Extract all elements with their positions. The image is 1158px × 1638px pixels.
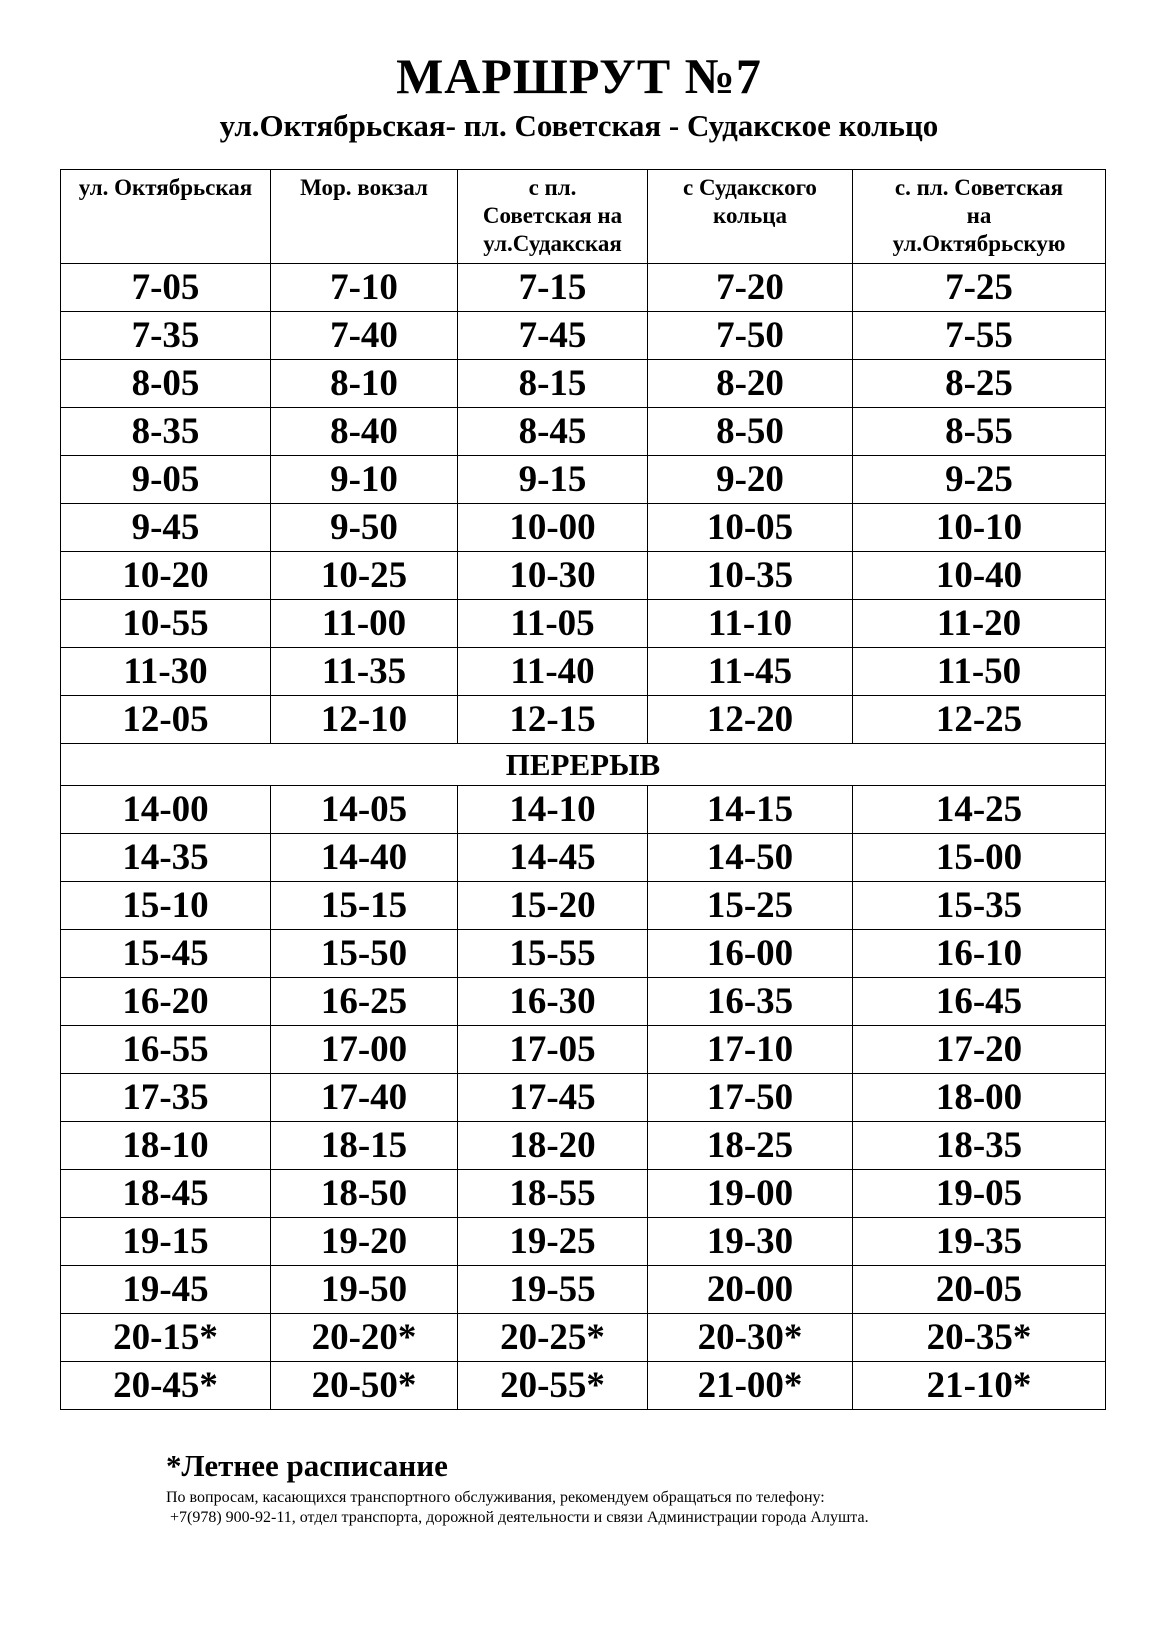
departure-time: 12-15: [458, 696, 648, 744]
departure-time: 10-05: [648, 504, 853, 552]
column-header-line: Советская на: [482, 203, 623, 228]
table-row: [61, 930, 1106, 978]
table-row: [61, 360, 1106, 408]
column-header-line: на: [966, 203, 992, 228]
departure-time: 15-50: [271, 930, 458, 978]
table-row: [61, 312, 1106, 360]
contact-note-line-2: +7(978) 900-92-11, отдел транспорта, дорожной деятельности и связи Администрации города Алушта.: [170, 1509, 869, 1526]
table-row: [61, 1074, 1106, 1122]
summer-schedule-note: *Летнее расписание: [166, 1448, 448, 1483]
departure-time: 16-20: [61, 978, 271, 1026]
departure-time: 7-25: [853, 264, 1106, 312]
departure-time: 19-15: [61, 1218, 271, 1266]
departure-time: 8-25: [853, 360, 1106, 408]
column-header-line: Мор. вокзал: [300, 175, 428, 200]
table-row: [61, 696, 1106, 744]
departure-time: 19-30: [648, 1218, 853, 1266]
departure-time: 16-00: [648, 930, 853, 978]
departure-time: 9-10: [271, 456, 458, 504]
departure-time: 14-35: [61, 834, 271, 882]
departure-time: 20-30*: [648, 1314, 853, 1362]
departure-time: 20-15*: [61, 1314, 271, 1362]
table-row: [61, 978, 1106, 1026]
contact-note-line-1: По вопросам, касающихся транспортного обслуживания, рекомендуем обращаться по телефону:: [166, 1489, 825, 1506]
departure-time: 9-25: [853, 456, 1106, 504]
column-header: [61, 170, 271, 264]
departure-time: 10-30: [458, 552, 648, 600]
departure-time: 7-05: [61, 264, 271, 312]
departure-time: 8-35: [61, 408, 271, 456]
departure-time: 19-20: [271, 1218, 458, 1266]
departure-time: 10-10: [853, 504, 1106, 552]
table-row: [61, 834, 1106, 882]
departure-time: 10-55: [61, 600, 271, 648]
departure-time: 7-50: [648, 312, 853, 360]
departure-time: 15-45: [61, 930, 271, 978]
departure-time: 10-00: [458, 504, 648, 552]
departure-time: 18-00: [853, 1074, 1106, 1122]
departure-time: 9-20: [648, 456, 853, 504]
table-row: [61, 1218, 1106, 1266]
departure-time: 15-55: [458, 930, 648, 978]
departure-time: 8-15: [458, 360, 648, 408]
departure-time: 20-35*: [853, 1314, 1106, 1362]
departure-time: 9-15: [458, 456, 648, 504]
departure-time: 18-50: [271, 1170, 458, 1218]
departure-time: 11-20: [853, 600, 1106, 648]
departure-time: 19-50: [271, 1266, 458, 1314]
departure-time: 8-20: [648, 360, 853, 408]
departure-time: 14-25: [853, 786, 1106, 834]
column-header-line: с пл.: [528, 175, 577, 200]
departure-time: 11-30: [61, 648, 271, 696]
departure-time: 7-20: [648, 264, 853, 312]
departure-time: 11-35: [271, 648, 458, 696]
column-header: [648, 170, 853, 264]
schedule-table: [60, 169, 1106, 1410]
departure-time: 17-00: [271, 1026, 458, 1074]
table-row: [61, 552, 1106, 600]
departure-time: 8-50: [648, 408, 853, 456]
departure-time: 15-00: [853, 834, 1106, 882]
departure-time: 8-10: [271, 360, 458, 408]
break-label: ПЕРЕРЫВ: [61, 744, 1106, 786]
table-row: [61, 456, 1106, 504]
departure-time: 11-45: [648, 648, 853, 696]
departure-time: 7-10: [271, 264, 458, 312]
departure-time: 17-35: [61, 1074, 271, 1122]
departure-time: 18-10: [61, 1122, 271, 1170]
departure-time: 7-15: [458, 264, 648, 312]
departure-time: 8-55: [853, 408, 1106, 456]
departure-time: 20-25*: [458, 1314, 648, 1362]
departure-time: 17-40: [271, 1074, 458, 1122]
header-row: [61, 170, 1106, 264]
table-row: [61, 1026, 1106, 1074]
column-header-line: ул.Октябрьскую: [892, 231, 1066, 256]
departure-time: 7-35: [61, 312, 271, 360]
departure-time: 16-25: [271, 978, 458, 1026]
table-row: [61, 1122, 1106, 1170]
departure-time: 11-10: [648, 600, 853, 648]
departure-time: 8-40: [271, 408, 458, 456]
departure-time: 14-00: [61, 786, 271, 834]
table-row: [61, 882, 1106, 930]
departure-time: 11-50: [853, 648, 1106, 696]
departure-time: 20-20*: [271, 1314, 458, 1362]
departure-time: 17-05: [458, 1026, 648, 1074]
departure-time: 7-40: [271, 312, 458, 360]
table-row: [61, 600, 1106, 648]
departure-time: 14-45: [458, 834, 648, 882]
column-header-line: с. пл. Советская: [894, 175, 1064, 200]
column-header: [853, 170, 1106, 264]
departure-time: 17-50: [648, 1074, 853, 1122]
departure-time: 15-10: [61, 882, 271, 930]
departure-time: 18-35: [853, 1122, 1106, 1170]
schedule-body: [61, 264, 1106, 1410]
table-row: [61, 1362, 1106, 1410]
departure-time: 19-25: [458, 1218, 648, 1266]
departure-time: 17-45: [458, 1074, 648, 1122]
departure-time: 21-10*: [853, 1362, 1106, 1410]
departure-time: 9-45: [61, 504, 271, 552]
departure-time: 16-45: [853, 978, 1106, 1026]
departure-time: 18-15: [271, 1122, 458, 1170]
departure-time: 17-20: [853, 1026, 1106, 1074]
departure-time: 15-25: [648, 882, 853, 930]
departure-time: 10-35: [648, 552, 853, 600]
departure-time: 11-05: [458, 600, 648, 648]
schedule-header: [61, 170, 1106, 264]
departure-time: 7-55: [853, 312, 1106, 360]
departure-time: 14-10: [458, 786, 648, 834]
departure-time: 19-00: [648, 1170, 853, 1218]
table-row: [61, 1170, 1106, 1218]
departure-time: 10-25: [271, 552, 458, 600]
departure-time: 18-45: [61, 1170, 271, 1218]
column-header: [271, 170, 458, 264]
departure-time: 19-05: [853, 1170, 1106, 1218]
departure-time: 19-45: [61, 1266, 271, 1314]
column-header-line: ул. Октябрьская: [78, 175, 253, 200]
departure-time: 14-05: [271, 786, 458, 834]
departure-time: 20-50*: [271, 1362, 458, 1410]
departure-time: 8-45: [458, 408, 648, 456]
departure-time: 20-05: [853, 1266, 1106, 1314]
departure-time: 15-15: [271, 882, 458, 930]
departure-time: 11-00: [271, 600, 458, 648]
departure-time: 8-05: [61, 360, 271, 408]
page-title: МАРШРУТ №7: [396, 48, 762, 104]
column-header-line: кольца: [713, 203, 787, 228]
break-row: [61, 744, 1106, 786]
departure-time: 14-50: [648, 834, 853, 882]
table-row: [61, 408, 1106, 456]
departure-time: 20-00: [648, 1266, 853, 1314]
departure-time: 12-25: [853, 696, 1106, 744]
departure-time: 15-35: [853, 882, 1106, 930]
departure-time: 16-55: [61, 1026, 271, 1074]
table-row: [61, 504, 1106, 552]
departure-time: 20-55*: [458, 1362, 648, 1410]
departure-time: 12-05: [61, 696, 271, 744]
column-header-line: с Судакского: [683, 175, 817, 200]
table-row: [61, 648, 1106, 696]
table-row: [61, 786, 1106, 834]
departure-time: 17-10: [648, 1026, 853, 1074]
departure-time: 11-40: [458, 648, 648, 696]
column-header: [458, 170, 648, 264]
departure-time: 19-55: [458, 1266, 648, 1314]
departure-time: 14-40: [271, 834, 458, 882]
departure-time: 18-25: [648, 1122, 853, 1170]
departure-time: 16-30: [458, 978, 648, 1026]
departure-time: 20-45*: [61, 1362, 271, 1410]
departure-time: 21-00*: [648, 1362, 853, 1410]
departure-time: 12-10: [271, 696, 458, 744]
departure-time: 14-15: [648, 786, 853, 834]
departure-time: 9-50: [271, 504, 458, 552]
departure-time: 10-20: [61, 552, 271, 600]
departure-time: 19-35: [853, 1218, 1106, 1266]
route-subtitle: ул.Октябрьская- пл. Советская - Судакское кольцо: [219, 108, 939, 143]
column-header-line: ул.Судакская: [483, 231, 622, 256]
departure-time: 15-20: [458, 882, 648, 930]
departure-time: 12-20: [648, 696, 853, 744]
departure-time: 18-55: [458, 1170, 648, 1218]
departure-time: 16-10: [853, 930, 1106, 978]
table-row: [61, 1314, 1106, 1362]
departure-time: 10-40: [853, 552, 1106, 600]
departure-time: 9-05: [61, 456, 271, 504]
departure-time: 7-45: [458, 312, 648, 360]
departure-time: 16-35: [648, 978, 853, 1026]
departure-time: 18-20: [458, 1122, 648, 1170]
table-row: [61, 1266, 1106, 1314]
table-row: [61, 264, 1106, 312]
